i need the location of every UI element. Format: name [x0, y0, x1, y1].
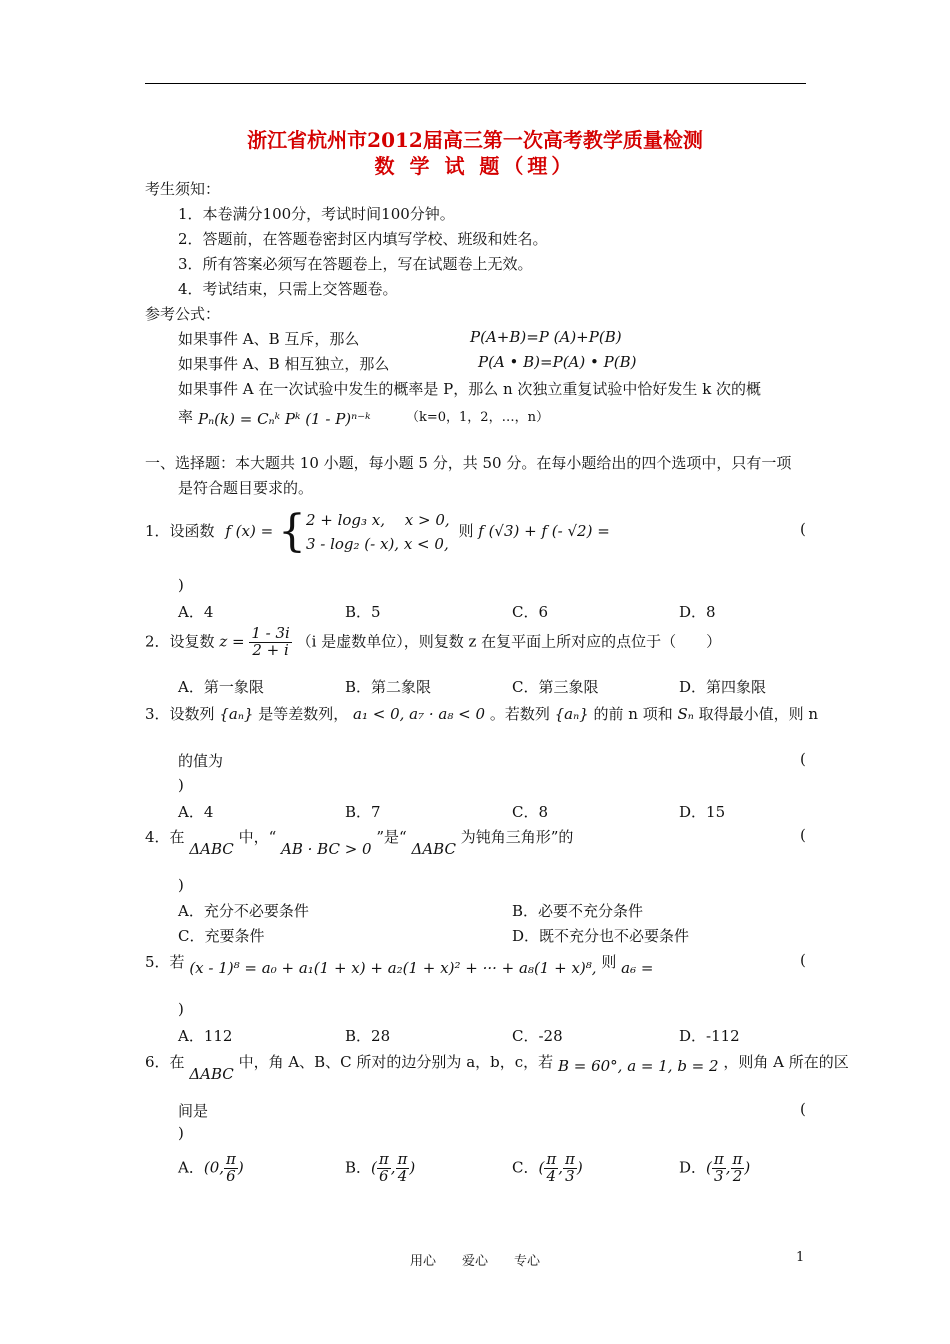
- q3-sn: Sₙ: [677, 705, 694, 723]
- q3-an: {aₙ}: [219, 705, 254, 723]
- q4-text-2: ”是“: [376, 828, 407, 846]
- q2-suffix: （i 是虚数单位），则复数 z 在复平面上所对应的点位于（ ）: [296, 632, 722, 651]
- q4-abc-2: ΔABC: [411, 840, 456, 858]
- page-footer: 用心 爱心 专心: [409, 1254, 540, 1269]
- q6-answer-paren-open: (: [800, 1100, 806, 1118]
- q5-expr: (x - 1)⁸ = a₀ + a₁(1 + x) + a₂(1 + x)² + ··· + a₈(1 + x)⁸,: [189, 959, 597, 977]
- notice-item: 2．答题前，在答题卷密封区内填写学校、班级和姓名。: [178, 230, 548, 248]
- section-1-heading-cont: 是符合题目要求的。: [178, 479, 314, 497]
- q3-prefix: 3．设数列: [145, 705, 215, 723]
- formula-3-range: （k=0，1，2，…，n）: [406, 410, 549, 425]
- q6-prefix: 6．在: [145, 1053, 185, 1071]
- q6-text-1: 中，角 A、B、C 所对的边分别为 a，b，c，若: [238, 1053, 554, 1071]
- q6-abc: ΔABC: [189, 1065, 234, 1083]
- q2-option-b: B．第二象限: [345, 678, 432, 696]
- q3-text-1: 是等差数列，: [258, 705, 349, 723]
- q1-case-1: 2 + log₃ x, x > 0,: [305, 511, 450, 529]
- q3-option-a: A．4: [178, 803, 214, 821]
- q3-text-2: 。若数列: [489, 705, 550, 723]
- formula-3-text: 如果事件 A 在一次试验中发生的概率是 P，那么 n 次独立重复试验中恰好发生 k 次的概: [178, 380, 762, 398]
- q1-option-b: B．5: [345, 603, 381, 621]
- q1-answer-paren-close: ): [178, 576, 184, 594]
- q5-answer-paren-close: ): [178, 1000, 184, 1018]
- q3-text-3: 的前 n 项和: [593, 705, 673, 723]
- q5-target: a₆ =: [621, 959, 654, 977]
- q3-answer-paren-open: (: [800, 750, 806, 768]
- formula-3-math: Pₙ(k) = Cₙᵏ Pᵏ (1 - P)ⁿ⁻ᵏ: [198, 410, 371, 428]
- q6-line-2: 间是: [178, 1102, 209, 1120]
- q4-answer-paren-close: ): [178, 876, 184, 894]
- q3-an-2: {aₙ}: [554, 705, 589, 723]
- q1-cases: [306, 508, 450, 556]
- notice-item: 4．考试结束，只需上交答题卷。: [178, 280, 398, 298]
- q1-answer-paren-open: (: [800, 520, 806, 538]
- formula-3-cont: 率: [178, 408, 194, 426]
- formula-1-math: P(A+B)=P (A)+P(B): [470, 328, 622, 346]
- q3-answer-paren-close: ): [178, 776, 184, 794]
- q5-option-a: A．112: [178, 1027, 233, 1045]
- notice-item: 3．所有答案必须写在答题卷上，写在试题卷上无效。: [178, 255, 533, 273]
- q6-condition: B = 60°, a = 1, b = 2: [557, 1057, 719, 1075]
- q1-fx: f (x) =: [225, 522, 274, 540]
- q6-text-2: ，则角 A 所在的区: [723, 1053, 849, 1071]
- q1-option-c: C．6: [512, 603, 549, 621]
- section-1-heading: 一、选择题：本大题共 10 小题，每小题 5 分，共 50 分。在每小题给出的四个选项中，只有一项: [145, 454, 792, 472]
- q4-option-c: C．充要条件: [178, 927, 265, 945]
- q5-option-d: D．-112: [679, 1027, 740, 1045]
- q6-option-a: A．(0, $\frac{\pi}{6}$ ): [178, 1150, 244, 1185]
- q4-prefix: 4．在: [145, 828, 185, 846]
- q1-mid: 则: [458, 522, 474, 540]
- question-1: [145, 508, 610, 556]
- q1-brace: {: [277, 506, 306, 557]
- q6-option-b: B．( $\frac{\pi}{6}$ , $\frac{\pi}{4}$ ): [345, 1150, 416, 1185]
- q3-option-c: C．8: [512, 803, 549, 821]
- notice-heading: 考生须知：: [145, 180, 221, 198]
- q6-option-d: D．( $\frac{\pi}{3}$ , $\frac{\pi}{2}$ ): [679, 1150, 751, 1185]
- q5-option-b: B．28: [345, 1027, 391, 1045]
- formulas-heading: 参考公式：: [145, 305, 221, 323]
- question-6: [145, 1051, 849, 1083]
- page-number: 1: [796, 1250, 805, 1265]
- question-4: [145, 826, 574, 858]
- q4-option-a: A．充分不必要条件: [178, 902, 309, 920]
- question-5: [145, 951, 654, 977]
- header-rule: [145, 83, 806, 84]
- q5-prefix: 5．若: [145, 953, 185, 971]
- q3-line-2: 的值为: [178, 752, 224, 770]
- formula-1-text: 如果事件 A、B 互斥，那么: [178, 330, 360, 348]
- q2-denominator: 2 + i: [252, 640, 289, 659]
- q2-option-a: A．第一象限: [178, 678, 264, 696]
- formula-2-math: P(A • B)=P(A) • P(B): [478, 353, 637, 371]
- q2-z: z =: [219, 632, 245, 651]
- q6-option-c: C．( $\frac{\pi}{4}$ , $\frac{\pi}{3}$ ): [512, 1150, 583, 1185]
- q4-option-b: B．必要不充分条件: [512, 902, 644, 920]
- question-3: [145, 703, 818, 724]
- q1-option-d: D．8: [679, 603, 716, 621]
- q1-expr: f (√3) + f (- √2) =: [478, 522, 610, 540]
- q5-answer-paren-open: (: [800, 951, 806, 969]
- q5-mid: 则: [601, 953, 617, 971]
- q6-answer-paren-close: ): [178, 1124, 184, 1142]
- q2-option-c: C．第三象限: [512, 678, 599, 696]
- q2-prefix: 2．设复数: [145, 632, 215, 651]
- q3-option-d: D．15: [679, 803, 726, 821]
- q1-option-a: A．4: [178, 603, 214, 621]
- q5-option-c: C．-28: [512, 1027, 563, 1045]
- q1-prefix: 1．设函数: [145, 522, 215, 540]
- q4-option-d: D．既不充分也不必要条件: [512, 927, 690, 945]
- q3-option-b: B．7: [345, 803, 381, 821]
- q4-condition: AB · BC > 0: [281, 840, 372, 858]
- q4-text-3: 为钝角三角形”的: [460, 828, 574, 846]
- q4-abc: ΔABC: [189, 840, 234, 858]
- q3-text-4: 取得最小值，则 n: [698, 705, 819, 723]
- paper-subtitle: 数 学 试 题（理）: [374, 154, 576, 178]
- notice-item: 1．本卷满分100分，考试时间100分钟。: [178, 205, 455, 223]
- q4-text-1: 中，“: [238, 828, 277, 846]
- q4-answer-paren-open: (: [800, 826, 806, 844]
- paper-title: 浙江省杭州市2012届高三第一次高考教学质量检测: [247, 128, 703, 152]
- q3-condition: a₁ < 0, a₇ · a₈ < 0: [353, 705, 486, 723]
- formula-2-text: 如果事件 A、B 相互独立，那么: [178, 355, 390, 373]
- q2-fraction: [249, 626, 292, 659]
- question-2: [145, 626, 721, 659]
- q2-numerator: 1 - 3i: [251, 624, 290, 642]
- q2-option-d: D．第四象限: [679, 678, 767, 696]
- q1-case-2: 3 - log₂ (- x), x < 0,: [305, 535, 449, 553]
